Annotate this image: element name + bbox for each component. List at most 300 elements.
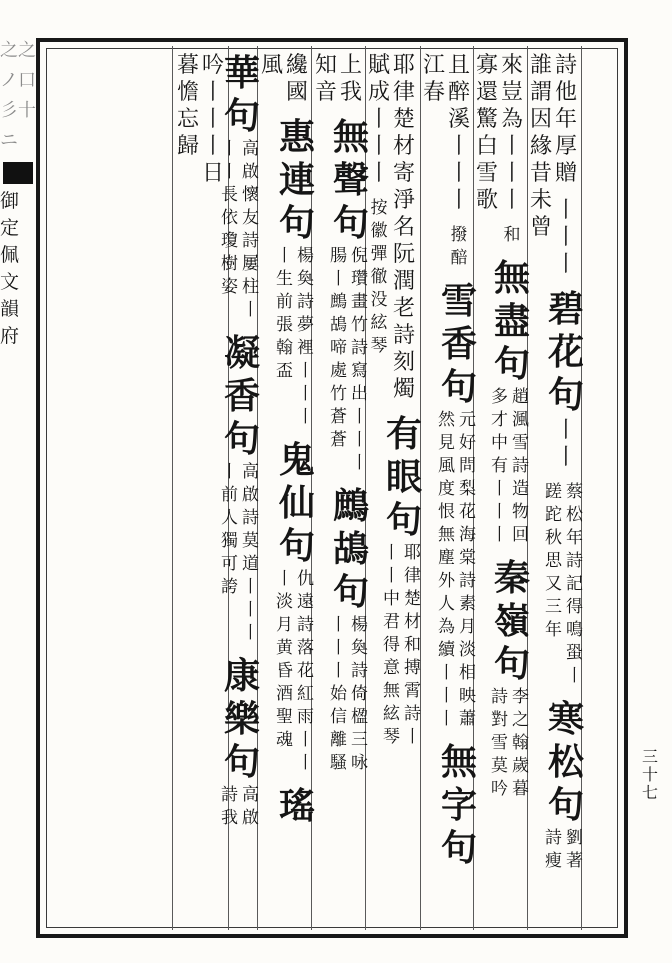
annotation-char: 中 (491, 433, 508, 453)
annotation-char: 花 (297, 661, 314, 681)
headword-char: 句 (493, 343, 530, 385)
annotation-char: 丨 (404, 727, 421, 747)
annotation-char: 對 (491, 710, 508, 730)
annotation-char: 翰 (512, 733, 529, 753)
text-char: 忘 (176, 107, 199, 132)
annotation-char: 詩 (242, 508, 259, 528)
annotation-char: 物 (512, 502, 529, 522)
annotation-char: 三 (545, 597, 562, 617)
headword-char: 句 (332, 202, 369, 244)
annotation-char: 度 (438, 479, 455, 499)
annotation-char: 生 (276, 269, 293, 289)
annotation-char: 元 (459, 410, 476, 430)
annotation-char: 棠 (459, 548, 476, 568)
annotation-char: 相 (459, 663, 476, 683)
annotation-char: 盃 (276, 361, 293, 381)
annotation-char: 丨 (276, 246, 293, 266)
annotation-char: 雪 (491, 733, 508, 753)
annotation-char: 瓊 (221, 231, 238, 251)
annotation-char: 酒 (276, 684, 293, 704)
headword-char: 松 (547, 741, 584, 783)
text-char: 老 (392, 296, 415, 321)
text-char: 名 (392, 215, 415, 240)
headword-char: 句 (278, 525, 315, 567)
annotation-char: 楊 (351, 615, 368, 635)
annotation-char: 丨 (242, 600, 259, 620)
text-char: 我 (339, 80, 362, 105)
annotation-char: 淡 (459, 640, 476, 660)
headword-char: 句 (385, 499, 422, 541)
annotation-char: 黄 (276, 638, 293, 658)
annotation-char: 詩 (404, 704, 421, 724)
text-char: 暮 (176, 53, 199, 78)
headword-char: 句 (278, 202, 315, 244)
annotation-char: 丨 (491, 502, 508, 522)
annotation-char: 昏 (276, 661, 293, 681)
annotation-char: 意 (383, 658, 400, 678)
text-char: 溪 (447, 107, 470, 132)
text-char: 楚 (392, 107, 415, 132)
headword-char: 鷓 (332, 485, 369, 527)
annotation-char: 跎 (545, 505, 562, 525)
annotation-char: 蒼 (330, 430, 347, 450)
annotation-char: 詩 (545, 828, 562, 848)
text-char: 日 (201, 161, 224, 186)
headword-char: 康 (223, 655, 260, 697)
text-char: 醅 (450, 248, 468, 268)
annotation-char: 琴 (383, 727, 400, 747)
annotation-char: 丨 (297, 384, 314, 404)
text-char: 和 (503, 225, 521, 245)
spine-title-char: 韻 (0, 298, 20, 320)
text-char: 還 (475, 80, 498, 105)
text-char: 白 (475, 134, 498, 159)
annotation-char: 依 (221, 208, 238, 228)
annotation-char: 詩 (242, 231, 259, 251)
annotation-char: 人 (438, 594, 455, 614)
annotation-char: 然 (438, 410, 455, 430)
annotation-char: 丨 (242, 577, 259, 597)
text-char: 贈 (554, 161, 577, 186)
annotation-subcolumn (351, 614, 372, 775)
text-char: 未 (529, 188, 552, 213)
text-char: 徹 (370, 267, 388, 287)
text-char: 憺 (176, 80, 199, 105)
annotation-char: 張 (276, 315, 293, 335)
text-char: 厚 (554, 134, 577, 159)
text-char: 丨 (367, 161, 390, 186)
annotation-char: 奐 (297, 269, 314, 289)
text-char: 燭 (392, 377, 415, 402)
annotation-subcolumn (351, 245, 372, 475)
headword-char: 凝 (223, 332, 260, 374)
annotation-char: 詩 (351, 338, 368, 358)
annotation-subcolumn (404, 542, 425, 749)
headword-char: 瑤 (278, 785, 315, 827)
text-char: 琴 (370, 336, 388, 356)
annotation-char: 處 (330, 361, 347, 381)
annotation-char: 丨 (242, 623, 259, 643)
annotation-char: 倪 (351, 246, 368, 266)
annotation-char: 丨 (351, 407, 368, 427)
text-char: 刻 (392, 350, 415, 375)
text-char: 丨 (201, 80, 224, 105)
annotation-char: 詩 (566, 551, 583, 571)
annotation-char: 雨 (297, 707, 314, 727)
annotation-char: 寫 (351, 361, 368, 381)
annotation-char: 丨 (438, 709, 455, 729)
headword-char: 香 (223, 375, 260, 417)
text-char: 國 (285, 80, 308, 105)
annotation-char: 前 (221, 485, 238, 505)
text-char: 撥 (450, 225, 468, 245)
annotation-char: 好 (459, 433, 476, 453)
annotation-char: 映 (459, 686, 476, 706)
text-char: 春 (422, 80, 445, 105)
annotation-char: 詩 (351, 661, 368, 681)
headword-char: 眼 (385, 456, 422, 498)
text-char: 曾 (529, 215, 552, 240)
annotation-char: 暮 (512, 779, 529, 799)
annotation-char: 之 (512, 710, 529, 730)
annotation-char: 丨 (221, 162, 238, 182)
annotation-char: 丨 (330, 661, 347, 681)
spine-title-char: 府 (0, 325, 20, 347)
annotation-char: 楚 (404, 589, 421, 609)
annotation-char: 倚 (351, 684, 368, 704)
headword-char: 連 (278, 159, 315, 201)
annotation-char: 出 (351, 384, 368, 404)
text-char: 寄 (392, 161, 415, 186)
annotation-char: 丨 (351, 430, 368, 450)
annotation-char: 前 (276, 292, 293, 312)
text-char: 誰 (529, 53, 552, 78)
text-char: 吟 (201, 53, 224, 78)
annotation-char: 絃 (383, 704, 400, 724)
text-char: 丨 (201, 134, 224, 159)
text-char: 按 (370, 198, 388, 218)
annotation-char: 楹 (351, 707, 368, 727)
annotation-char: 月 (459, 617, 476, 637)
text-char: 歸 (176, 134, 199, 159)
spine-title-char: 御 (0, 190, 20, 212)
annotation-char: 丨 (383, 566, 400, 586)
annotation-char: 丨 (330, 638, 347, 658)
text-char: 丨 (367, 134, 390, 159)
annotation-char: 見 (438, 433, 455, 453)
annotation-char: 誇 (221, 577, 238, 597)
annotation-char: 年 (566, 528, 583, 548)
annotation-subcolumn (242, 138, 263, 322)
annotation-char: 外 (438, 571, 455, 591)
text-char: 丨 (554, 252, 577, 277)
annotation-subcolumn (242, 461, 263, 645)
text-char: 來 (500, 53, 523, 78)
annotation-char: 海 (459, 525, 476, 545)
annotation-char: 瓚 (351, 269, 368, 289)
text-char: 絃 (370, 313, 388, 333)
annotation-char: 年 (545, 620, 562, 640)
headword-char: 樂 (223, 698, 260, 740)
headword-char: 惠 (278, 116, 315, 158)
text-char: 律 (392, 80, 415, 105)
spine-title-char: 文 (0, 271, 20, 293)
headword-char: 有 (385, 413, 422, 455)
annotation-char: 風 (438, 456, 455, 476)
text-char: 丨 (500, 134, 523, 159)
text-char: 為 (500, 107, 523, 132)
headword-char: 盡 (493, 300, 530, 342)
annotation-char: 高 (242, 462, 259, 482)
annotation-char: 君 (383, 612, 400, 632)
folio-char: 三 (642, 747, 659, 766)
annotation-char: 松 (566, 505, 583, 525)
annotation-char: 雪 (512, 433, 529, 453)
headword-char: 句 (547, 374, 584, 416)
spine-ghost-char: 口 (18, 70, 36, 91)
annotation-char: 詩 (512, 456, 529, 476)
text-char: 丨 (201, 107, 224, 132)
text-char: 驚 (475, 107, 498, 132)
headword-char: 句 (493, 643, 530, 685)
annotation-char: 離 (330, 730, 347, 750)
annotation-subcolumn (242, 784, 263, 830)
text-char: 阮 (392, 242, 415, 267)
text-char: 寡 (475, 53, 498, 78)
annotation-char: 啼 (330, 338, 347, 358)
annotation-char: 長 (221, 185, 238, 205)
annotation-char: 恨 (438, 502, 455, 522)
annotation-char: 蔡 (566, 482, 583, 502)
annotation-char: 啟 (242, 162, 259, 182)
annotation-char: 三 (351, 730, 368, 750)
annotation-char: 瘦 (545, 851, 562, 871)
annotation-char: 塵 (438, 548, 455, 568)
annotation-char: 丨 (297, 361, 314, 381)
headword-char: 寒 (547, 698, 584, 740)
annotation-char: 樹 (221, 254, 238, 274)
annotation-char: 渢 (512, 410, 529, 430)
headword-char: 句 (440, 827, 477, 869)
text-char: 材 (392, 134, 415, 159)
book-spine-margin (0, 36, 36, 946)
text-char: 雪 (475, 161, 498, 186)
annotation-char: 為 (438, 617, 455, 637)
annotation-char: 鳴 (566, 620, 583, 640)
annotation-char: 得 (566, 597, 583, 617)
spine-black-block (3, 162, 33, 184)
headword-char: 嶺 (493, 600, 530, 642)
annotation-char: 丨 (491, 479, 508, 499)
folio-char: 十 (642, 765, 659, 784)
annotation-char: 丨 (438, 686, 455, 706)
headword-char: 無 (493, 257, 530, 299)
annotation-subcolumn (512, 386, 533, 547)
annotation-char: 耶 (404, 543, 421, 563)
annotation-char: 騷 (330, 753, 347, 773)
annotation-char: 丨 (566, 666, 583, 686)
spine-book-title (0, 188, 36, 350)
text-char: 丨 (554, 198, 577, 223)
headword-char: 句 (223, 95, 260, 137)
text-char: 昔 (529, 161, 552, 186)
text-char: 知 (314, 53, 337, 78)
annotation-char: 獨 (221, 531, 238, 551)
text-char: 彈 (370, 244, 388, 264)
text-char: 醉 (447, 80, 470, 105)
headword-char: 香 (440, 323, 477, 365)
annotation-char: 丨 (330, 269, 347, 289)
annotation-char: 丨 (297, 730, 314, 750)
annotation-char: 腸 (330, 246, 347, 266)
text-char: 丨 (554, 418, 577, 443)
annotation-char: 楊 (297, 246, 314, 266)
text-char: 潤 (392, 269, 415, 294)
headword-char: 鬼 (278, 439, 315, 481)
spine-title-char: 定 (0, 217, 20, 239)
text-char: 淨 (392, 188, 415, 213)
text-char: 豈 (500, 80, 523, 105)
annotation-char: 問 (459, 456, 476, 476)
folio-char: 七 (642, 783, 659, 802)
annotation-char: 李 (512, 687, 529, 707)
annotation-char: 思 (545, 551, 562, 571)
text-char: 丨 (447, 188, 470, 213)
text-char: 年 (554, 107, 577, 132)
text-char: 他 (554, 80, 577, 105)
annotation-char: 歲 (512, 756, 529, 776)
annotation-char: 鴣 (330, 315, 347, 335)
annotation-subcolumn (566, 481, 587, 688)
text-char: 丨 (367, 107, 390, 132)
annotation-char: 竹 (351, 315, 368, 335)
annotation-char: 丨 (221, 462, 238, 482)
annotation-char: 可 (221, 554, 238, 574)
text-char: 因 (529, 107, 552, 132)
annotation-char: 落 (297, 638, 314, 658)
text-char: 耶 (392, 53, 415, 78)
spine-ghost-char: 彡 (0, 100, 18, 121)
annotation-char: 聖 (276, 707, 293, 727)
annotation-char: 莫 (242, 531, 259, 551)
annotation-char: 丨 (297, 753, 314, 773)
headword-char: 句 (332, 571, 369, 613)
spine-ghost-characters (0, 36, 36, 156)
folio-page-number (642, 748, 658, 802)
spine-ghost-char: ノ (0, 70, 18, 91)
annotation-char: 造 (512, 479, 529, 499)
text-char: 丨 (500, 188, 523, 213)
headword-char: 句 (223, 418, 260, 460)
text-char: 江 (422, 53, 445, 78)
annotation-char: 才 (491, 410, 508, 430)
annotation-char: 蛩 (566, 643, 583, 663)
annotation-char: 信 (330, 707, 347, 727)
annotation-char: 得 (383, 635, 400, 655)
annotation-char: 蹉 (545, 482, 562, 502)
headword-char: 句 (440, 366, 477, 408)
annotation-char: 霄 (404, 681, 421, 701)
annotation-char: 素 (459, 594, 476, 614)
annotation-char: 又 (545, 574, 562, 594)
annotation-char: 無 (438, 525, 455, 545)
annotation-subcolumn (512, 686, 533, 801)
headword-char: 碧 (547, 288, 584, 330)
annotation-char: 我 (221, 808, 238, 828)
annotation-char: 吟 (491, 779, 508, 799)
headword-char: 花 (547, 331, 584, 373)
text-char: 丨 (554, 225, 577, 250)
spine-ghost-char: 十 (18, 100, 36, 121)
annotation-char: 魂 (276, 730, 293, 750)
annotation-char: 丨 (383, 543, 400, 563)
annotation-subcolumn (297, 245, 318, 429)
annotation-subcolumn (566, 827, 587, 873)
annotation-char: 律 (404, 566, 421, 586)
text-char: 緣 (529, 134, 552, 159)
text-char: 詩 (392, 323, 415, 348)
annotation-char: 屢 (242, 254, 259, 274)
annotation-char: 多 (491, 387, 508, 407)
spine-ghost-char: 之 (18, 40, 36, 61)
annotation-char: 材 (404, 612, 421, 632)
annotation-char: 道 (242, 554, 259, 574)
annotation-char: 花 (459, 502, 476, 522)
annotation-char: 丨 (276, 569, 293, 589)
annotation-char: 詩 (491, 687, 508, 707)
main-text (174, 52, 202, 160)
headword-char: 雪 (440, 280, 477, 322)
annotation-char: 有 (491, 456, 508, 476)
headword-char: 秦 (493, 557, 530, 599)
annotation-char: 丨 (330, 615, 347, 635)
annotation-char: 丨 (297, 407, 314, 427)
text-char: 丨 (554, 445, 577, 470)
annotation-subcolumn (297, 568, 318, 775)
annotation-char: 中 (383, 589, 400, 609)
annotation-char: 劉 (566, 828, 583, 848)
text-char: 丨 (500, 161, 523, 186)
annotation-char: 丨 (491, 525, 508, 545)
annotation-char: 遠 (297, 592, 314, 612)
text-char: 没 (370, 290, 388, 310)
text-char: 丨 (447, 134, 470, 159)
annotation-char: 淡 (276, 592, 293, 612)
annotation-char: 紅 (297, 684, 314, 704)
text-char: 且 (447, 53, 470, 78)
annotation-char: 秋 (545, 528, 562, 548)
text-char: 丨 (447, 161, 470, 186)
annotation-char: 記 (566, 574, 583, 594)
annotation-char: 詩 (297, 615, 314, 635)
text-char: 纔 (285, 53, 308, 78)
headword-char: 字 (440, 784, 477, 826)
annotation-char: 啟 (242, 808, 259, 828)
annotation-char: 竹 (330, 384, 347, 404)
annotation-char: 柱 (242, 277, 259, 297)
headword-char: 句 (547, 784, 584, 826)
annotation-char: 仇 (297, 569, 314, 589)
headword-char: 句 (223, 741, 260, 783)
annotation-char: 蕭 (459, 709, 476, 729)
text-char: 成 (367, 80, 390, 105)
annotation-char: 蒼 (330, 407, 347, 427)
text-char: 歌 (475, 188, 498, 213)
annotation-char: 人 (221, 508, 238, 528)
text-char: 音 (314, 80, 337, 105)
headword-char: 無 (332, 116, 369, 158)
annotation-char: 月 (276, 615, 293, 635)
